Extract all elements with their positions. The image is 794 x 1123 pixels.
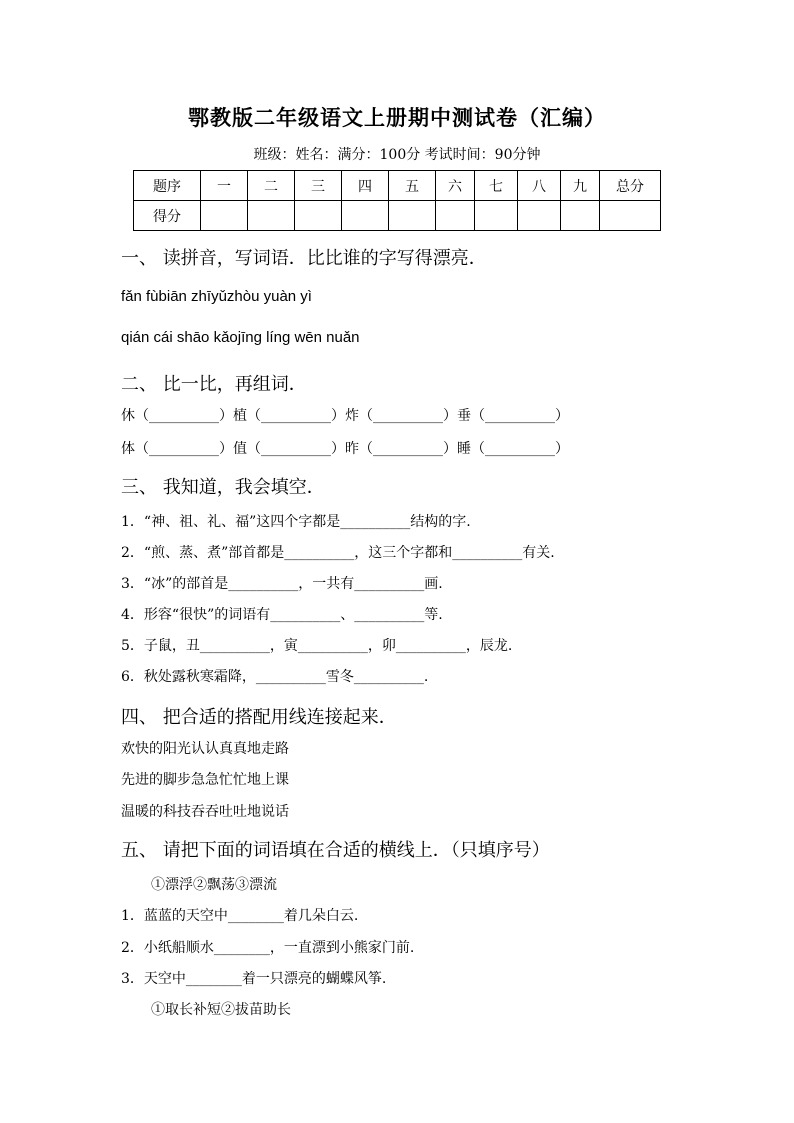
header-cell: 六: [436, 171, 475, 201]
section-2-heading: 二、 比一比，再组词．: [121, 374, 307, 395]
score-table: [133, 170, 661, 231]
header-cell: 八: [518, 171, 561, 201]
header-cell: 一: [201, 171, 248, 201]
section-5-heading: 五、 请把下面的词语填在合适的横线上．（只填序号）: [121, 840, 550, 861]
header-cell: 五: [389, 171, 436, 201]
fill-question: 2．“煎、蒸、煮”部首都是__________，这三个字都和__________有关.: [121, 545, 555, 561]
score-table-header-row: [134, 171, 661, 201]
score-cell[interactable]: [436, 201, 475, 231]
score-cell[interactable]: [248, 201, 295, 231]
compare-line-1: 休（__________）植（__________）炸（__________）垂（__________）: [121, 408, 569, 424]
header-cell: 题序: [134, 171, 201, 201]
matching-line: 温暖的科技吞吞吐吐地说话: [121, 804, 289, 820]
fill-question: 2．小纸船顺水________，一直漂到小熊家门前.: [121, 940, 415, 956]
pinyin-line-1: fǎn fùbiān zhīyǔzhòu yuàn yì: [121, 288, 312, 305]
fill-question: 6．秋处露秋寒霜降，__________雪冬__________.: [121, 669, 429, 685]
fill-question: 4．形容“很快”的词语有__________、__________等.: [121, 607, 443, 623]
header-cell: 七: [475, 171, 518, 201]
pinyin-line-2: qián cái shāo kǎojīng líng wēn nuǎn: [121, 329, 360, 346]
matching-line: 欢快的阳光认认真真地走路: [121, 741, 289, 757]
score-cell[interactable]: [475, 201, 518, 231]
matching-line: 先进的脚步急急忙忙地上课: [121, 772, 289, 788]
score-cell[interactable]: [518, 201, 561, 231]
header-cell: 总分: [600, 171, 661, 201]
header-cell: 九: [561, 171, 600, 201]
score-cell[interactable]: [342, 201, 389, 231]
exam-info: 班级：姓名：满分：100分 考试时间：90分钟: [253, 147, 541, 163]
score-table-score-row: [134, 201, 661, 231]
score-cell[interactable]: [389, 201, 436, 231]
section-4-heading: 四、 把合适的搭配用线连接起来．: [121, 707, 397, 728]
row-label-cell: 得分: [134, 201, 201, 231]
section-3-heading: 三、 我知道，我会填空．: [121, 477, 325, 498]
fill-question: 3．天空中________着一只漂亮的蝴蝶风筝.: [121, 971, 387, 987]
fill-question: 3．“冰”的部首是__________，一共有__________画.: [121, 576, 443, 592]
compare-line-2: 体（__________）值（__________）昨（__________）睡（__________）: [121, 441, 569, 457]
word-options-1: ①漂浮②飘荡③漂流: [151, 877, 277, 893]
score-cell[interactable]: [561, 201, 600, 231]
header-cell: 三: [295, 171, 342, 201]
fill-question: 5．子鼠，丑__________，寅__________，卯__________，辰龙.: [121, 638, 513, 654]
page-title: 鄂教版二年级语文上册期中测试卷（汇编）: [188, 105, 606, 130]
score-cell[interactable]: [295, 201, 342, 231]
score-cell[interactable]: [201, 201, 248, 231]
header-cell: 二: [248, 171, 295, 201]
section-1-heading: 一、 读拼音，写词语．比比谁的字写得漂亮．: [121, 248, 487, 269]
score-cell[interactable]: [600, 201, 661, 231]
fill-question: 1．“神、祖、礼、福”这四个字都是__________结构的字.: [121, 514, 471, 530]
word-options-2: ①取长补短②拔苗助长: [151, 1002, 291, 1018]
header-cell: 四: [342, 171, 389, 201]
fill-question: 1．蓝蓝的天空中________着几朵白云.: [121, 908, 359, 924]
